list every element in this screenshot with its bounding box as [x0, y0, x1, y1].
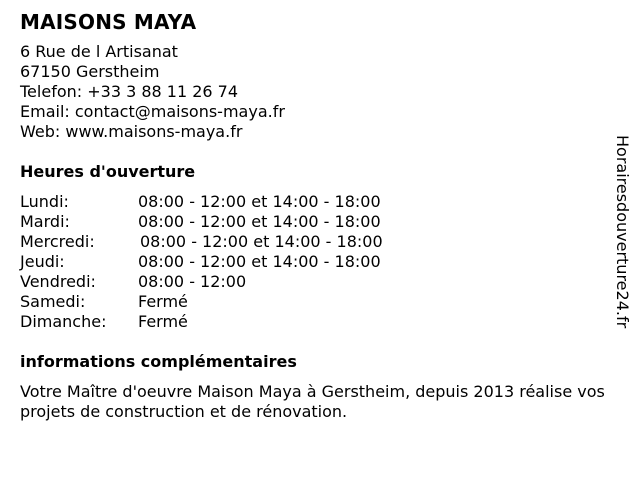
business-name: MAISONS MAYA: [20, 10, 197, 34]
hours-time: Fermé: [138, 312, 188, 331]
hours-day: Mardi:: [20, 212, 70, 231]
hours-row-wednesday: [20, 232, 612, 252]
hours-time: 08:00 - 12:00 et 14:00 - 18:00: [140, 232, 383, 251]
hours-time: 08:00 - 12:00 et 14:00 - 18:00: [138, 212, 381, 231]
hours-row-monday: [20, 192, 612, 212]
address-street: 6 Rue de l Artisanat: [20, 42, 178, 61]
hours-day: Lundi:: [20, 192, 69, 211]
hours-time: 08:00 - 12:00 et 14:00 - 18:00: [138, 252, 381, 271]
business-card: [20, 10, 612, 422]
hours-row-friday: [20, 272, 612, 292]
hours-row-sunday: [20, 312, 612, 332]
hours-time: 08:00 - 12:00 et 14:00 - 18:00: [138, 192, 381, 211]
hours-time: Fermé: [138, 292, 188, 311]
info-heading: informations complémentaires: [20, 352, 297, 371]
address-city: 67150 Gerstheim: [20, 62, 160, 81]
hours-time: 08:00 - 12:00: [138, 272, 247, 291]
hours-day: Mercredi:: [20, 232, 95, 251]
hours-row-saturday: [20, 292, 612, 312]
hours-row-tuesday: [20, 212, 612, 232]
site-watermark: Horairesdouverture24.fr: [613, 135, 632, 329]
hours-row-thursday: [20, 252, 612, 272]
phone-number: Telefon: +33 3 88 11 26 74: [20, 82, 239, 101]
info-description: Votre Maître d'oeuvre Maison Maya à Gerstheim, depuis 2013 réalise vos projets de construction et de rénovation.: [20, 382, 605, 421]
hours-day: Dimanche:: [20, 312, 107, 331]
hours-day: Jeudi:: [20, 252, 65, 271]
email-address: Email: contact@maisons-maya.fr: [20, 102, 285, 121]
contact-block: [20, 42, 612, 142]
hours-heading: Heures d'ouverture: [20, 162, 196, 181]
hours-day: Samedi:: [20, 292, 86, 311]
hours-table: [20, 192, 612, 332]
hours-day: Vendredi:: [20, 272, 96, 291]
website-address: Web: www.maisons-maya.fr: [20, 122, 243, 141]
